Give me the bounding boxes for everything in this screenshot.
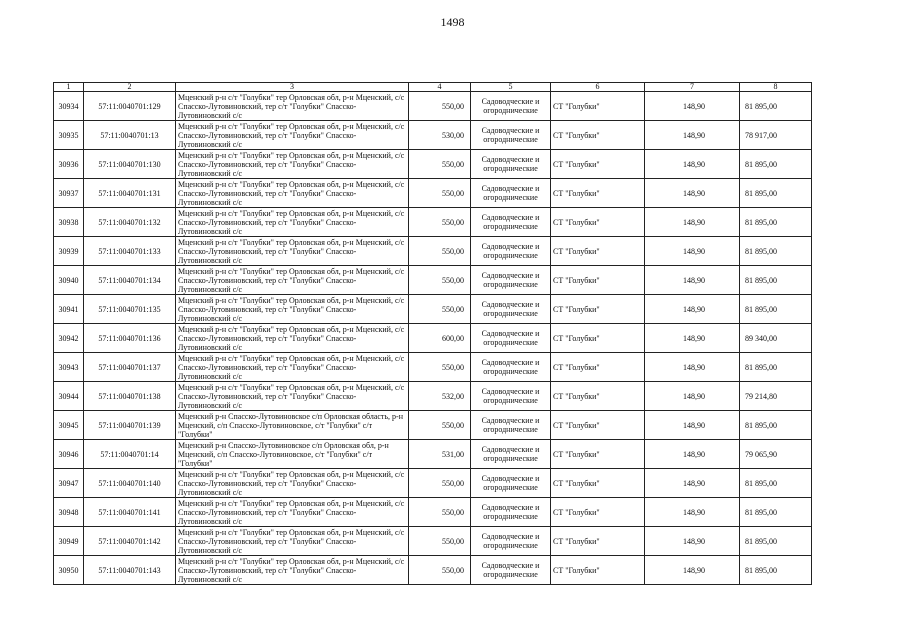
land-use-cell: Садоводческие и огороднические bbox=[471, 353, 551, 382]
land-use-cell: Садоводческие и огороднические bbox=[471, 266, 551, 295]
cadastral-number-cell: 57:11:0040701:135 bbox=[84, 295, 176, 324]
cadastral-value-cell: 81 895,00 bbox=[740, 208, 812, 237]
table-row bbox=[54, 208, 812, 237]
owner-cell: СТ "Голубки" bbox=[551, 527, 645, 556]
row-number-cell: 30939 bbox=[54, 237, 84, 266]
unit-price-cell: 148,90 bbox=[645, 469, 740, 498]
address-cell bbox=[176, 237, 409, 266]
owner-cell: СТ "Голубки" bbox=[551, 382, 645, 411]
area-cell: 550,00 bbox=[409, 527, 471, 556]
area-cell: 550,00 bbox=[409, 295, 471, 324]
row-number-cell: 30940 bbox=[54, 266, 84, 295]
owner-cell: СТ "Голубки" bbox=[551, 411, 645, 440]
table-row bbox=[54, 237, 812, 266]
cadastral-value-cell: 81 895,00 bbox=[740, 237, 812, 266]
table-row bbox=[54, 92, 812, 121]
unit-price-cell: 148,90 bbox=[645, 527, 740, 556]
row-number-cell: 30938 bbox=[54, 208, 84, 237]
cadastral-number-cell: 57:11:0040701:134 bbox=[84, 266, 176, 295]
cadastral-number-cell: 57:11:0040701:143 bbox=[84, 556, 176, 585]
area-cell: 600,00 bbox=[409, 324, 471, 353]
table-header bbox=[54, 83, 812, 92]
cadastral-number-cell: 57:11:0040701:138 bbox=[84, 382, 176, 411]
column-header-8: 8 bbox=[740, 83, 812, 92]
owner-cell: СТ "Голубки" bbox=[551, 353, 645, 382]
page-number: 1498 bbox=[440, 15, 465, 29]
row-number-cell: 30942 bbox=[54, 324, 84, 353]
area-cell: 550,00 bbox=[409, 208, 471, 237]
row-number-cell: 30948 bbox=[54, 498, 84, 527]
owner-cell: СТ "Голубки" bbox=[551, 179, 645, 208]
address-text: Мценский р-н с/т "Голубки" тер Орловская обл, р-н Мценский, с/с Спасско-Лутовиновский, тер с/т "Голубки" Спасско-Лутовиновский с/с bbox=[178, 556, 405, 584]
unit-price-cell: 148,90 bbox=[645, 440, 740, 469]
cadastral-value-cell: 81 895,00 bbox=[740, 527, 812, 556]
unit-price-cell: 148,90 bbox=[645, 121, 740, 150]
area-cell: 550,00 bbox=[409, 179, 471, 208]
cadastral-table bbox=[53, 82, 812, 585]
cadastral-number-cell: 57:11:0040701:14 bbox=[84, 440, 176, 469]
address-text: Мценский р-н с/т "Голубки" тер Орловская обл, р-н Мценский, с/с Спасско-Лутовиновский, тер с/т "Голубки" Спасско-Лутовиновский с/с bbox=[178, 382, 405, 410]
cadastral-number-cell: 57:11:0040701:132 bbox=[84, 208, 176, 237]
unit-price-cell: 148,90 bbox=[645, 208, 740, 237]
table-row bbox=[54, 498, 812, 527]
row-number-cell: 30946 bbox=[54, 440, 84, 469]
cadastral-number-cell: 57:11:0040701:142 bbox=[84, 527, 176, 556]
column-header-5: 5 bbox=[471, 83, 551, 92]
cadastral-value-cell: 79 214,80 bbox=[740, 382, 812, 411]
cadastral-value-cell: 78 917,00 bbox=[740, 121, 812, 150]
table-row bbox=[54, 150, 812, 179]
area-cell: 550,00 bbox=[409, 498, 471, 527]
owner-cell: СТ "Голубки" bbox=[551, 498, 645, 527]
table-row bbox=[54, 353, 812, 382]
land-use-cell: Садоводческие и огороднические bbox=[471, 556, 551, 585]
owner-cell: СТ "Голубки" bbox=[551, 469, 645, 498]
unit-price-cell: 148,90 bbox=[645, 179, 740, 208]
cadastral-value-cell: 81 895,00 bbox=[740, 150, 812, 179]
land-use-cell: Садоводческие и огороднические bbox=[471, 411, 551, 440]
land-use-cell: Садоводческие и огороднические bbox=[471, 150, 551, 179]
table-row bbox=[54, 527, 812, 556]
area-cell: 530,00 bbox=[409, 121, 471, 150]
address-cell bbox=[176, 440, 409, 469]
address-cell bbox=[176, 353, 409, 382]
column-header-1: 1 bbox=[54, 83, 84, 92]
owner-cell: СТ "Голубки" bbox=[551, 121, 645, 150]
cadastral-number-cell: 57:11:0040701:129 bbox=[84, 92, 176, 121]
table-row bbox=[54, 121, 812, 150]
unit-price-cell: 148,90 bbox=[645, 295, 740, 324]
address-cell bbox=[176, 121, 409, 150]
column-header-7: 7 bbox=[645, 83, 740, 92]
cadastral-number-cell: 57:11:0040701:136 bbox=[84, 324, 176, 353]
row-number-cell: 30950 bbox=[54, 556, 84, 585]
cadastral-number-cell: 57:11:0040701:131 bbox=[84, 179, 176, 208]
address-cell bbox=[176, 527, 409, 556]
cadastral-number-cell: 57:11:0040701:140 bbox=[84, 469, 176, 498]
row-number-cell: 30943 bbox=[54, 353, 84, 382]
table-row bbox=[54, 469, 812, 498]
owner-cell: СТ "Голубки" bbox=[551, 237, 645, 266]
land-use-cell: Садоводческие и огороднические bbox=[471, 179, 551, 208]
table-row bbox=[54, 266, 812, 295]
land-use-cell: Садоводческие и огороднические bbox=[471, 92, 551, 121]
address-cell bbox=[176, 411, 409, 440]
table-body bbox=[54, 92, 812, 585]
land-use-cell: Садоводческие и огороднические bbox=[471, 324, 551, 353]
unit-price-cell: 148,90 bbox=[645, 237, 740, 266]
address-text: Мценский р-н Спасско-Лутовиновское с/п Орловская обл, р-н Мценский, с/п Спасско-Лутовиновское, с/т "Голубки" с/т "Голубки" bbox=[178, 440, 389, 468]
row-number-cell: 30944 bbox=[54, 382, 84, 411]
unit-price-cell: 148,90 bbox=[645, 498, 740, 527]
cadastral-value-cell: 81 895,00 bbox=[740, 556, 812, 585]
cadastral-value-cell: 81 895,00 bbox=[740, 266, 812, 295]
address-cell bbox=[176, 382, 409, 411]
address-cell bbox=[176, 498, 409, 527]
land-use-cell: Садоводческие и огороднические bbox=[471, 469, 551, 498]
area-cell: 532,00 bbox=[409, 382, 471, 411]
cadastral-value-cell: 81 895,00 bbox=[740, 498, 812, 527]
address-text: Мценский р-н с/т "Голубки" тер Орловская обл, р-н Мценский, с/с Спасско-Лутовиновский, тер с/т "Голубки" Спасско-Лутовиновский с/с bbox=[178, 527, 405, 555]
cadastral-number-cell: 57:11:0040701:130 bbox=[84, 150, 176, 179]
land-use-cell: Садоводческие и огороднические bbox=[471, 237, 551, 266]
address-text: Мценский р-н с/т "Голубки" тер Орловская обл, р-н Мценский, с/с Спасско-Лутовиновский, тер с/т "Голубки" Спасско-Лутовиновский с/с bbox=[178, 469, 405, 497]
owner-cell: СТ "Голубки" bbox=[551, 556, 645, 585]
column-header-2: 2 bbox=[84, 83, 176, 92]
area-cell: 550,00 bbox=[409, 353, 471, 382]
address-cell bbox=[176, 266, 409, 295]
row-number-cell: 30945 bbox=[54, 411, 84, 440]
cadastral-number-cell: 57:11:0040701:141 bbox=[84, 498, 176, 527]
address-text: Мценский р-н с/т "Голубки" тер Орловская обл, р-н Мценский, с/с Спасско-Лутовиновский, тер с/т "Голубки" Спасско-Лутовиновский с/с bbox=[178, 324, 405, 352]
unit-price-cell: 148,90 bbox=[645, 382, 740, 411]
land-use-cell: Садоводческие и огороднические bbox=[471, 121, 551, 150]
address-cell bbox=[176, 469, 409, 498]
table-row bbox=[54, 324, 812, 353]
row-number-cell: 30935 bbox=[54, 121, 84, 150]
address-text: Мценский р-н с/т "Голубки" тер Орловская обл, р-н Мценский, с/с Спасско-Лутовиновский, тер с/т "Голубки" Спасско-Лутовиновский с/с bbox=[178, 121, 405, 149]
address-text: Мценский р-н с/т "Голубки" тер Орловская обл, р-н Мценский, с/с Спасско-Лутовиновский, тер с/т "Голубки" Спасско-Лутовиновский с/с bbox=[178, 498, 405, 526]
table-row bbox=[54, 382, 812, 411]
land-use-cell: Садоводческие и огороднические bbox=[471, 498, 551, 527]
cadastral-value-cell: 81 895,00 bbox=[740, 469, 812, 498]
column-header-6: 6 bbox=[551, 83, 645, 92]
unit-price-cell: 148,90 bbox=[645, 150, 740, 179]
address-text: Мценский р-н с/т "Голубки" тер Орловская обл, р-н Мценский, с/с Спасско-Лутовиновский, тер с/т "Голубки" Спасско-Лутовиновский с/с bbox=[178, 353, 405, 381]
address-cell bbox=[176, 208, 409, 237]
cadastral-value-cell: 81 895,00 bbox=[740, 295, 812, 324]
cadastral-value-cell: 81 895,00 bbox=[740, 411, 812, 440]
header-row bbox=[54, 83, 812, 92]
address-cell bbox=[176, 92, 409, 121]
cadastral-number-cell: 57:11:0040701:137 bbox=[84, 353, 176, 382]
area-cell: 550,00 bbox=[409, 469, 471, 498]
area-cell: 531,00 bbox=[409, 440, 471, 469]
land-use-cell: Садоводческие и огороднические bbox=[471, 382, 551, 411]
cadastral-number-cell: 57:11:0040701:139 bbox=[84, 411, 176, 440]
address-cell bbox=[176, 179, 409, 208]
address-text: Мценский р-н Спасско-Лутовиновское с/п Орловская область, р-н Мценский, с/п Спасско-Лутовиновское, с/т "Голубки" с/т "Голубки" bbox=[178, 411, 404, 439]
row-number-cell: 30949 bbox=[54, 527, 84, 556]
row-number-cell: 30934 bbox=[54, 92, 84, 121]
table-row bbox=[54, 440, 812, 469]
owner-cell: СТ "Голубки" bbox=[551, 208, 645, 237]
area-cell: 550,00 bbox=[409, 150, 471, 179]
address-text: Мценский р-н с/т "Голубки" тер Орловская обл, р-н Мценский, с/с Спасско-Лутовиновский, тер с/т "Голубки" Спасско-Лутовиновский с/с bbox=[178, 237, 405, 265]
address-text: Мценский р-н с/т "Голубки" тер Орловская обл, р-н Мценский, с/с Спасско-Лутовиновский, тер с/т "Голубки" Спасско-Лутовиновский с/с bbox=[178, 179, 405, 207]
land-use-cell: Садоводческие и огороднические bbox=[471, 440, 551, 469]
row-number-cell: 30936 bbox=[54, 150, 84, 179]
cadastral-number-cell: 57:11:0040701:133 bbox=[84, 237, 176, 266]
table-row bbox=[54, 179, 812, 208]
area-cell: 550,00 bbox=[409, 92, 471, 121]
owner-cell: СТ "Голубки" bbox=[551, 324, 645, 353]
table-row bbox=[54, 411, 812, 440]
cadastral-value-cell: 81 895,00 bbox=[740, 353, 812, 382]
land-use-cell: Садоводческие и огороднические bbox=[471, 295, 551, 324]
unit-price-cell: 148,90 bbox=[645, 266, 740, 295]
land-use-cell: Садоводческие и огороднические bbox=[471, 527, 551, 556]
unit-price-cell: 148,90 bbox=[645, 92, 740, 121]
cadastral-value-cell: 81 895,00 bbox=[740, 92, 812, 121]
owner-cell: СТ "Голубки" bbox=[551, 266, 645, 295]
table-row bbox=[54, 295, 812, 324]
area-cell: 550,00 bbox=[409, 237, 471, 266]
unit-price-cell: 148,90 bbox=[645, 556, 740, 585]
cadastral-number-cell: 57:11:0040701:13 bbox=[84, 121, 176, 150]
cadastral-value-cell: 81 895,00 bbox=[740, 179, 812, 208]
row-number-cell: 30937 bbox=[54, 179, 84, 208]
address-text: Мценский р-н с/т "Голубки" тер Орловская обл, р-н Мценский, с/с Спасско-Лутовиновский, тер с/т "Голубки" Спасско-Лутовиновский с/с bbox=[178, 295, 405, 323]
column-header-3: 3 bbox=[176, 83, 409, 92]
address-cell bbox=[176, 324, 409, 353]
cadastral-value-cell: 89 340,00 bbox=[740, 324, 812, 353]
address-cell bbox=[176, 295, 409, 324]
address-text: Мценский р-н с/т "Голубки" тер Орловская обл, р-н Мценский, с/с Спасско-Лутовиновский, тер с/т "Голубки" Спасско-Лутовиновский с/с bbox=[178, 266, 405, 294]
land-use-cell: Садоводческие и огороднические bbox=[471, 208, 551, 237]
cadastral-value-cell: 79 065,90 bbox=[740, 440, 812, 469]
owner-cell: СТ "Голубки" bbox=[551, 92, 645, 121]
owner-cell: СТ "Голубки" bbox=[551, 440, 645, 469]
address-text: Мценский р-н с/т "Голубки" тер Орловская обл, р-н Мценский, с/с Спасско-Лутовиновский, тер с/т "Голубки" Спасско-Лутовиновский с/с bbox=[178, 92, 405, 120]
address-text: Мценский р-н с/т "Голубки" тер Орловская обл, р-н Мценский, с/с Спасско-Лутовиновский, тер с/т "Голубки" Спасско-Лутовиновский с/с bbox=[178, 208, 405, 236]
column-header-4: 4 bbox=[409, 83, 471, 92]
address-cell bbox=[176, 556, 409, 585]
row-number-cell: 30947 bbox=[54, 469, 84, 498]
row-number-cell: 30941 bbox=[54, 295, 84, 324]
unit-price-cell: 148,90 bbox=[645, 411, 740, 440]
unit-price-cell: 148,90 bbox=[645, 353, 740, 382]
address-text: Мценский р-н с/т "Голубки" тер Орловская обл, р-н Мценский, с/с Спасско-Лутовиновский, тер с/т "Голубки" Спасско-Лутовиновский с/с bbox=[178, 150, 405, 178]
area-cell: 550,00 bbox=[409, 411, 471, 440]
table-row bbox=[54, 556, 812, 585]
unit-price-cell: 148,90 bbox=[645, 324, 740, 353]
owner-cell: СТ "Голубки" bbox=[551, 295, 645, 324]
address-cell bbox=[176, 150, 409, 179]
area-cell: 550,00 bbox=[409, 266, 471, 295]
area-cell: 550,00 bbox=[409, 556, 471, 585]
owner-cell: СТ "Голубки" bbox=[551, 150, 645, 179]
